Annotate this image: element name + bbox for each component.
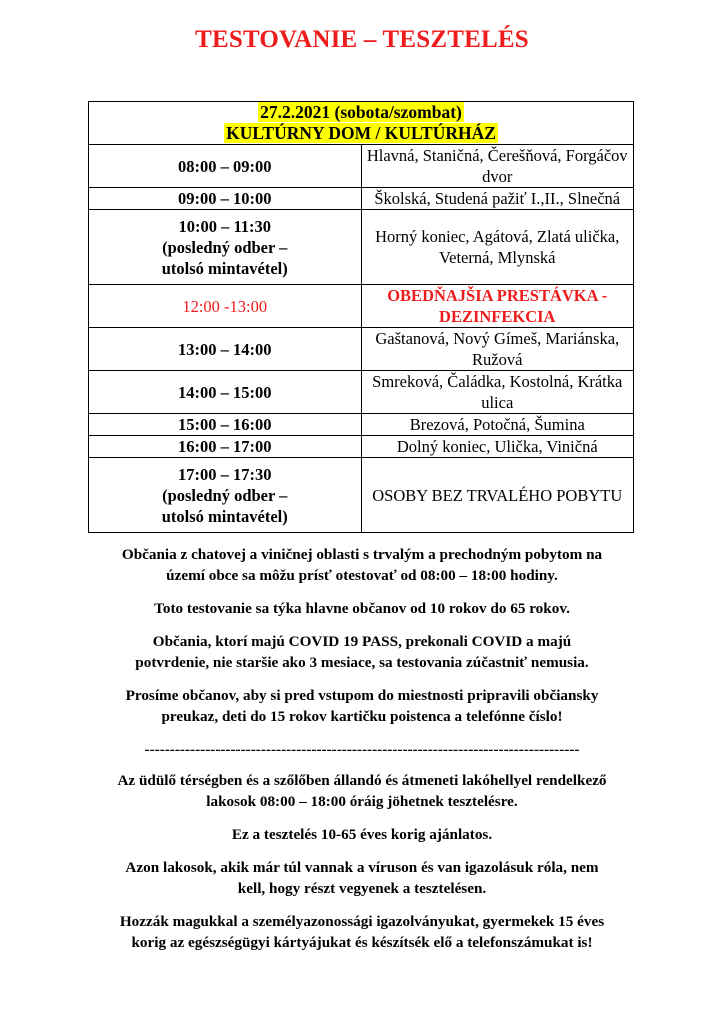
time-value: 17:00 – 17:30 (178, 464, 272, 484)
note-line: Prosíme občanov, aby si pred vstupom do miestnosti pripravili občiansky (125, 687, 599, 704)
time-note: utolsó mintavétel) (161, 258, 288, 278)
notes-section (60, 544, 664, 965)
time-cell: 14:00 – 15:00 (89, 371, 362, 414)
streets-line: Veterná, Mlynská (439, 248, 556, 267)
streets-cell: Hlavná, Staničná, Čerešňová, Forgáčov dvor (361, 145, 634, 188)
table-row (89, 285, 634, 328)
note-line: Hozzák magukkal a személyazonossági igazolványukat, gyermekek 15 éves (119, 913, 605, 930)
note-line: kell, hogy részt vegyenek a tesztelésen. (237, 880, 487, 897)
streets-cell (361, 328, 634, 371)
note-paragraph (60, 631, 664, 673)
streets-line: DEZINFEKCIA (439, 307, 556, 326)
note-line: preukaz, deti do 15 rokov kartičku poistenca a telefónne číslo! (161, 708, 563, 725)
table-row (89, 145, 634, 188)
note-line: lakosok 08:00 – 18:00 óráig jöhetnek tesztelésre. (206, 793, 518, 810)
streets-cell: OSOBY BEZ TRVALÉHO POBYTU (361, 458, 634, 533)
table-header (89, 102, 634, 145)
streets-cell: Dolný koniec, Ulička, Viničná (361, 436, 634, 458)
page-title: TESTOVANIE – TESZTELÉS (195, 26, 529, 53)
time-note: (posledný odber – (162, 237, 288, 257)
schedule-table (88, 101, 634, 533)
time-cell: 15:00 – 16:00 (89, 414, 362, 436)
streets-cell (361, 210, 634, 285)
time-cell: 16:00 – 17:00 (89, 436, 362, 458)
time-note: utolsó mintavétel) (161, 506, 288, 526)
note-paragraph (60, 685, 664, 727)
note-paragraph (60, 911, 664, 953)
note-line: Občania z chatovej a viničnej oblasti s trvalým a prechodným pobytom na (121, 546, 603, 563)
table-row (89, 328, 634, 371)
streets-cell (361, 285, 634, 328)
note-line: Az üdülő térségben és a szőlőben állandó és átmeneti lakóhellyel rendelkező (117, 772, 607, 789)
table-row (89, 210, 634, 285)
time-value: 10:00 – 11:30 (178, 216, 272, 236)
streets-cell: Brezová, Potočná, Šumina (361, 414, 634, 436)
separator-line: -------------------------------------------------------------------------------------- (144, 741, 580, 758)
note-paragraph (60, 544, 664, 586)
streets-line: Horný koniec, Agátová, Zlatá ulička, (375, 227, 620, 246)
time-cell (89, 210, 362, 285)
table-row (89, 188, 634, 210)
note-line: Občania, ktorí majú COVID 19 PASS, prekonali COVID a majú (152, 633, 572, 650)
streets-line: OBEDŇAJŠIA PRESTÁVKA - (387, 286, 608, 305)
time-cell: 08:00 – 09:00 (89, 145, 362, 188)
streets-line: Gaštanová, Nový Gímeš, Mariánska, (375, 329, 620, 348)
note-paragraph (60, 770, 664, 812)
streets-cell: Smreková, Čaládka, Kostolná, Krátka ulica (361, 371, 634, 414)
time-cell (89, 458, 362, 533)
note-line: korig az egészségügyi kártyájukat és készítsék elő a telefonszámukat is! (131, 934, 593, 951)
note-paragraph (60, 598, 664, 619)
note-line: Ez a tesztelés 10-65 éves korig ajánlatos. (231, 826, 493, 843)
note-paragraph (60, 824, 664, 845)
schedule-date: 27.2.2021 (sobota/szombat) (260, 102, 462, 122)
table-row (89, 458, 634, 533)
note-line: Toto testovanie sa týka hlavne občanov od 10 rokov do 65 rokov. (154, 600, 570, 617)
table-row (89, 371, 634, 414)
note-line: potvrdenie, nie staršie ako 3 mesiace, sa testovania zúčastniť nemusia. (135, 654, 589, 671)
streets-cell: Školská, Studená pažiť I.,II., Slnečná (361, 188, 634, 210)
time-cell: 13:00 – 14:00 (89, 328, 362, 371)
time-cell: 12:00 -13:00 (89, 285, 362, 328)
note-line: Azon lakosok, akik már túl vannak a víruson és van igazolásuk róla, nem (125, 859, 599, 876)
schedule-location: KULTÚRNY DOM / KULTÚRHÁZ (226, 123, 496, 143)
table-row (89, 436, 634, 458)
streets-line: Ružová (472, 350, 523, 369)
table-row (89, 414, 634, 436)
time-cell: 09:00 – 10:00 (89, 188, 362, 210)
note-line: území obce sa môžu prísť otestovať od 08:00 – 18:00 hodiny. (166, 567, 558, 584)
time-note: (posledný odber – (162, 485, 288, 505)
note-paragraph (60, 857, 664, 899)
